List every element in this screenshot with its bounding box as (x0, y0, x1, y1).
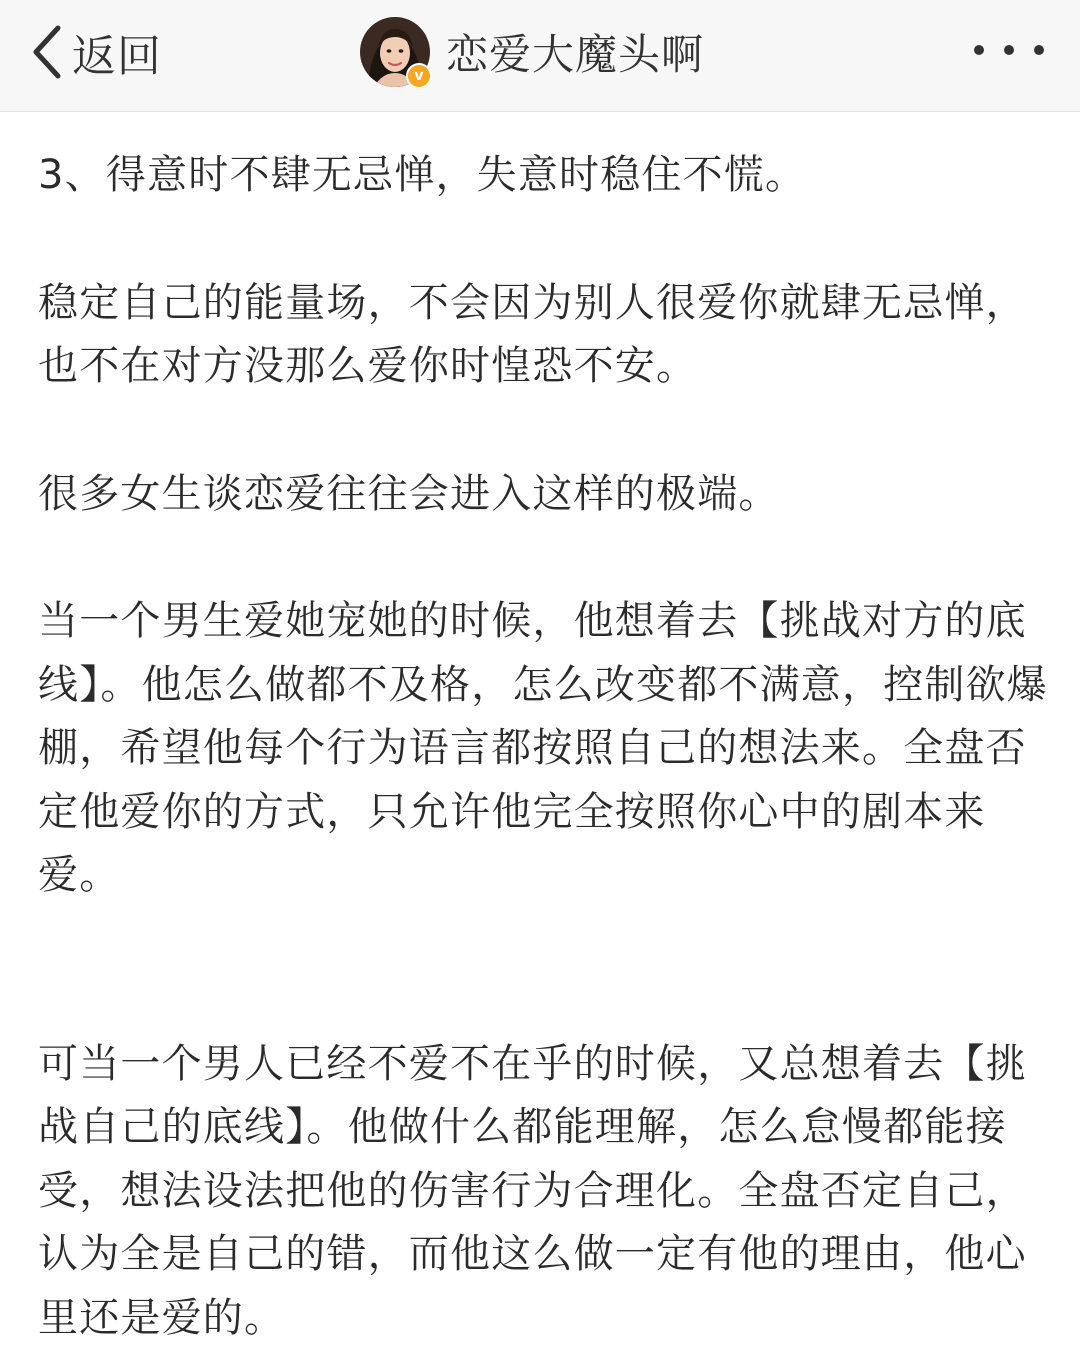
post-content (38, 144, 1048, 1350)
chevron-left-icon (30, 24, 64, 80)
back-button[interactable] (30, 20, 162, 84)
more-dots-icon (974, 45, 1044, 55)
paragraph: 很多女生谈恋爱往往会进入这样的极端。 (38, 470, 780, 517)
top-navigation-bar (0, 0, 1080, 112)
back-label: 返回 (72, 31, 162, 82)
more-options-button[interactable] (974, 38, 1044, 62)
paragraph: 3、得意时不肆无忌惮，失意时稳住不慌。 (38, 152, 807, 198)
verified-badge-icon: v (406, 63, 432, 89)
paragraph: 当一个男生爱她宠她的时候，他想着去【挑战对方的底线】。他怎么做都不及格，怎么改变都不满意，控制欲爆棚，希望他每个行为语言都按照自己的想法来。全盘否定他爱你的方式，只允许他完全按照你心中的剧本来爱。 (38, 598, 1048, 898)
page-title: 恋爱大魔头啊 (446, 30, 705, 79)
paragraph: 稳定自己的能量场，不会因为别人很爱你就肆无忌惮，也不在对方没那么爱你时惶恐不安。 (38, 279, 1027, 389)
avatar[interactable] (360, 17, 430, 87)
paragraph: 可当一个男人已经不爱不在乎的时候，又总想着去【挑战自己的底线】。他做什么都能理解，怎么怠慢都能接受，想法设法把他的伤害行为合理化。全盘否定自己，认为全是自己的错，而他这么做一定有他的理由，他心里还是爱的。 (38, 1040, 1027, 1341)
profile-header[interactable] (360, 16, 704, 88)
